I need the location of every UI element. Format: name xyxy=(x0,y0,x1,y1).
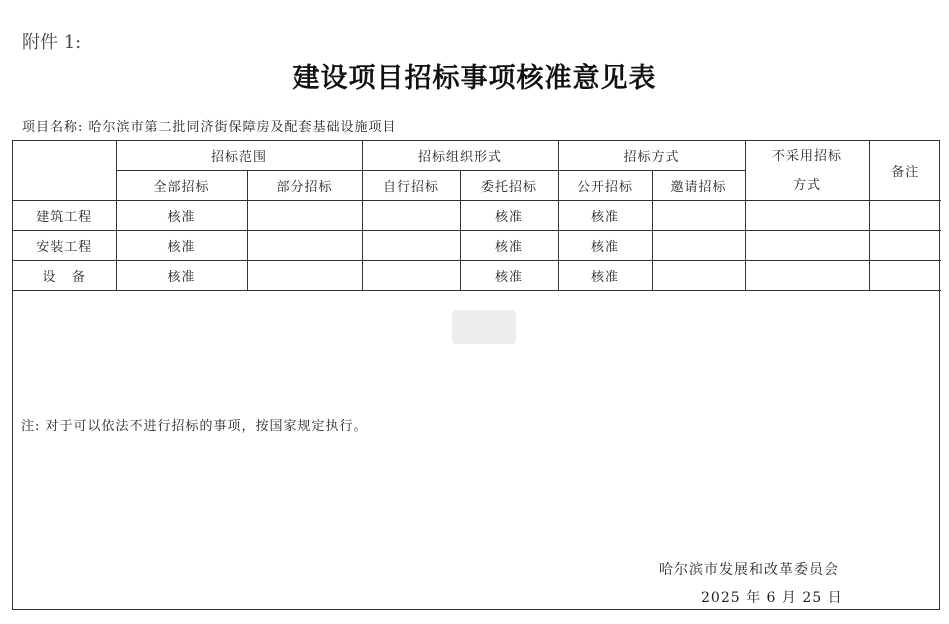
header-not-adopted: 不采用招标方式 xyxy=(745,141,869,201)
cell-open: 核准 xyxy=(558,201,652,231)
corner-cell xyxy=(13,141,116,201)
cell-full: 核准 xyxy=(116,201,247,231)
cell-partial xyxy=(247,261,362,291)
header-remarks: 备注 xyxy=(869,141,941,201)
cell-self xyxy=(362,231,460,261)
cell-full: 核准 xyxy=(116,231,247,261)
row-label: 安装工程 xyxy=(13,231,116,261)
cell-full: 核准 xyxy=(116,261,247,291)
footnote: 注: 对于可以依法不进行招标的事项，按国家规定执行。 xyxy=(21,419,368,434)
header-method: 招标方式 xyxy=(558,141,745,171)
header-scope: 招标范围 xyxy=(116,141,362,171)
subheader-entrusted: 委托招标 xyxy=(460,171,558,201)
cell-entrusted: 核准 xyxy=(460,231,558,261)
cell-partial xyxy=(247,201,362,231)
issue-date: 2025 年 6 月 25 日 xyxy=(701,590,843,606)
issuing-authority: 哈尔滨市发展和改革委员会 xyxy=(659,562,839,578)
table-row xyxy=(13,201,941,231)
document-title: 建设项目招标事项核准意见表 xyxy=(292,63,657,94)
row-label: 建筑工程 xyxy=(13,201,116,231)
row-label: 设 备 xyxy=(13,261,116,291)
cell-remarks xyxy=(869,231,941,261)
cell-invited xyxy=(652,231,745,261)
project-name-line: 项目名称: 哈尔滨市第二批同济街保障房及配套基础设施项目 xyxy=(22,120,397,135)
cell-not-adopted xyxy=(745,201,869,231)
cell-not-adopted xyxy=(745,231,869,261)
attachment-label: 附件 1: xyxy=(22,32,82,53)
header-organization: 招标组织形式 xyxy=(362,141,558,171)
cell-invited xyxy=(652,201,745,231)
cell-open: 核准 xyxy=(558,231,652,261)
approval-table xyxy=(13,141,941,291)
header-row-groups xyxy=(13,141,941,171)
cell-open: 核准 xyxy=(558,261,652,291)
subheader-invited: 邀请招标 xyxy=(652,171,745,201)
subheader-open: 公开招标 xyxy=(558,171,652,201)
cell-invited xyxy=(652,261,745,291)
cell-remarks xyxy=(869,261,941,291)
cell-not-adopted xyxy=(745,261,869,291)
cell-partial xyxy=(247,231,362,261)
approval-form xyxy=(12,140,940,610)
subheader-self: 自行招标 xyxy=(362,171,460,201)
cell-entrusted: 核准 xyxy=(460,201,558,231)
cell-self xyxy=(362,261,460,291)
subheader-partial: 部分招标 xyxy=(247,171,362,201)
cell-remarks xyxy=(869,201,941,231)
page-number-chip xyxy=(452,310,516,344)
cell-entrusted: 核准 xyxy=(460,261,558,291)
table-row xyxy=(13,231,941,261)
cell-self xyxy=(362,201,460,231)
table-row xyxy=(13,261,941,291)
subheader-full: 全部招标 xyxy=(116,171,247,201)
